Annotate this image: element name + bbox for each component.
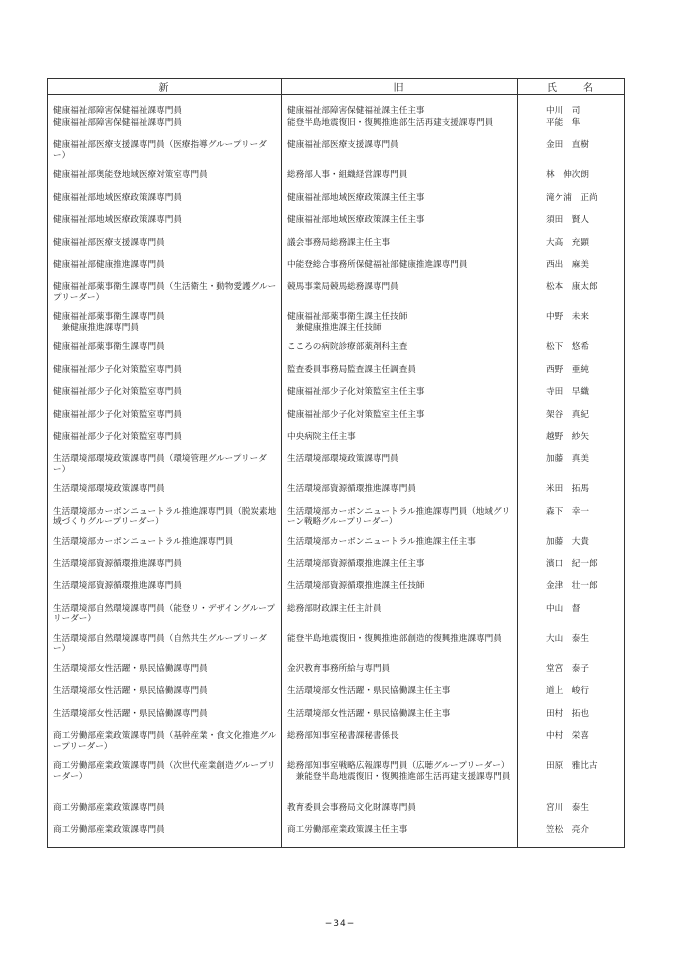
cell-name-text: 滝ケ浦 正尚 xyxy=(546,192,598,203)
cell-new-text: 生活環境部カーボンニュートラル推進課専門員（脱炭素地域づくりグループリーダー） xyxy=(53,506,277,528)
cell-new-text: 健康福祉部少子化対策監室専門員 xyxy=(53,431,182,442)
cell-old xyxy=(282,259,518,281)
cell-new-text: 生活環境部女性活躍・県民協働課専門員 xyxy=(53,686,208,697)
cell-new xyxy=(48,558,282,580)
cell-old-text: 能登半島地震復旧・復興推進部創造的復興推進課専門員 xyxy=(287,633,502,644)
cell-new xyxy=(48,685,282,707)
cell-name-text: 田原 雅比古 xyxy=(546,761,598,772)
table-row xyxy=(48,708,625,730)
table-row xyxy=(48,259,625,281)
cell-new xyxy=(48,139,282,169)
table-row xyxy=(48,685,625,707)
cell-new xyxy=(48,824,282,847)
cell-old-text: 健康福祉部地域医療政策課主任主事 xyxy=(287,215,425,226)
cell-name-text: 堂宮 泰子 xyxy=(546,663,589,674)
cell-new-text: 生活環境部自然環境課専門員（自然共生グループリーダー） xyxy=(53,633,267,655)
cell-name xyxy=(518,580,625,602)
cell-new-text: 健康福祉部奥能登地域医療対策室専門員 xyxy=(53,170,208,181)
cell-new xyxy=(48,730,282,760)
cell-name-text: 中野 未来 xyxy=(546,312,589,323)
table-row xyxy=(48,386,625,408)
cell-new xyxy=(48,259,282,281)
cell-name-text: 金田 直樹 xyxy=(546,140,589,151)
cell-name xyxy=(518,506,625,536)
cell-old xyxy=(282,169,518,191)
cell-new xyxy=(48,483,282,505)
cell-name-text: 濱口 紀一郎 xyxy=(546,559,598,570)
cell-new xyxy=(48,214,282,236)
cell-name-text: 西野 亜純 xyxy=(546,364,589,375)
cell-name xyxy=(518,483,625,505)
cell-new-text: 生活環境部資源循環推進課専門員 xyxy=(53,581,182,592)
cell-name xyxy=(518,311,625,341)
cell-new xyxy=(48,117,282,139)
cell-new-text: 商工労働部産業政策課専門員 xyxy=(53,825,165,836)
cell-old-text: 健康福祉部障害保健福祉課主任主事 xyxy=(287,106,425,116)
cell-old-text: 総務部財政課主任主計員 xyxy=(287,603,382,614)
table-row xyxy=(48,558,625,580)
cell-new-text: 商工労働部産業政策課専門員（次世代産業創造グループリーダー） xyxy=(53,761,276,782)
cell-name-text: 笠松 亮介 xyxy=(546,825,589,836)
cell-name xyxy=(518,760,625,802)
table-row xyxy=(48,364,625,386)
cell-old-text: 健康福祉部医療支援課専門員 xyxy=(287,140,399,151)
cell-name-text: 田村 拓也 xyxy=(546,708,589,719)
cell-name xyxy=(518,409,625,431)
table-row xyxy=(48,237,625,259)
cell-old xyxy=(282,386,518,408)
cell-new-text: 健康福祉部障害保健福祉課専門員 xyxy=(53,106,182,116)
cell-old xyxy=(282,730,518,760)
cell-name-text: 林 伸次朗 xyxy=(546,170,589,181)
cell-old xyxy=(282,603,518,633)
cell-name-text: 米田 拓馬 xyxy=(546,484,589,495)
cell-name-text: 宮川 泰生 xyxy=(546,803,589,814)
table-row xyxy=(48,824,625,847)
cell-name xyxy=(518,633,625,663)
cell-old xyxy=(282,364,518,386)
cell-old-text: 生活環境部資源循環推進課専門員 xyxy=(287,484,416,495)
cell-old xyxy=(282,760,518,802)
cell-old-text: 健康福祉部地域医療政策課主任主事 xyxy=(287,192,425,203)
cell-name-text: 加藤 真美 xyxy=(546,454,589,465)
cell-old xyxy=(282,483,518,505)
cell-name-text: 中山 督 xyxy=(546,603,581,614)
cell-new-text: 健康福祉部地域医療政策課専門員 xyxy=(53,215,182,226)
cell-new xyxy=(48,633,282,663)
cell-new xyxy=(48,341,282,363)
cell-name-text: 松下 悠希 xyxy=(546,342,589,353)
table-row xyxy=(48,506,625,536)
cell-old-text: 教育委員会事務局文化財課専門員 xyxy=(287,803,416,814)
cell-new xyxy=(48,311,282,341)
cell-name-text: 大高 充顕 xyxy=(546,237,589,248)
cell-old xyxy=(282,311,518,341)
table-row xyxy=(48,139,625,169)
cell-old-text: 生活環境部環境政策課専門員 xyxy=(287,454,399,465)
cell-new-text: 健康福祉部医療支援課専門員 xyxy=(53,237,165,248)
table-row xyxy=(48,214,625,236)
cell-old xyxy=(282,708,518,730)
cell-new-text: 健康福祉部薬事衛生課専門員 xyxy=(53,342,165,353)
cell-old-text: 競馬事業局競馬総務課専門員 xyxy=(287,282,399,293)
cell-name-text: 中村 栄喜 xyxy=(546,731,589,742)
cell-old xyxy=(282,192,518,214)
cell-new xyxy=(48,603,282,633)
page-number: −34− xyxy=(324,919,356,929)
cell-new-text: 商工労働部産業政策課専門員 xyxy=(53,803,165,814)
table-row xyxy=(48,311,625,341)
cell-name-text: 中川 司 xyxy=(546,106,581,116)
cell-old-text: 商工労働部産業政策課主任主事 xyxy=(287,825,408,836)
cell-old-text: 健康福祉部薬事衛生課主任技師 兼健康推進課主任技師 xyxy=(287,312,408,333)
cell-name-text: 森下 幸一 xyxy=(546,506,589,517)
header-name: 氏 名 xyxy=(518,79,625,95)
cell-old xyxy=(282,558,518,580)
cell-old xyxy=(282,139,518,169)
cell-old-text: 生活環境部資源循環推進課主任技師 xyxy=(287,581,425,592)
cell-name-text: 加藤 大貴 xyxy=(546,536,589,547)
cell-old-text: 総務部知事室秘書課秘書係長 xyxy=(287,731,399,742)
table-row xyxy=(48,580,625,602)
header-new: 新 xyxy=(48,79,282,95)
cell-new xyxy=(48,536,282,558)
cell-old xyxy=(282,409,518,431)
table-row xyxy=(48,453,625,483)
cell-new xyxy=(48,386,282,408)
cell-new-text: 生活環境部環境政策課専門員 xyxy=(53,484,165,495)
cell-name-text: 道上 峻行 xyxy=(546,686,589,697)
cell-name-text: 松本 康太郎 xyxy=(546,282,598,293)
table-row xyxy=(48,169,625,191)
cell-new xyxy=(48,708,282,730)
cell-new xyxy=(48,506,282,536)
cell-old xyxy=(282,431,518,453)
cell-old xyxy=(282,341,518,363)
cell-old-text: 総務部知事室戦略広報課専門員（広聴グループリーダー） 兼能登半島地震復旧・復興推進部生活再建支援課専門員 xyxy=(287,761,511,782)
cell-new-text: 商工労働部産業政策課専門員（基幹産業・食文化推進グループリーダー） xyxy=(53,731,277,752)
cell-new-text: 健康福祉部少子化対策監室専門員 xyxy=(53,387,182,398)
cell-old xyxy=(282,663,518,685)
cell-new-text: 健康福祉部健康推進課専門員 xyxy=(53,259,165,270)
table-row xyxy=(48,341,625,363)
cell-old xyxy=(282,633,518,663)
cell-old-text: 能登半島地震復旧・復興推進部生活再建支援課専門員 xyxy=(287,118,494,128)
cell-new xyxy=(48,431,282,453)
cell-old-text: 生活環境部カーボンニュートラル推進課専門員（地域グリーン戦略グループリーダー） xyxy=(287,506,511,528)
cell-old xyxy=(282,95,518,118)
table-row xyxy=(48,409,625,431)
cell-new-text: 健康福祉部障害保健福祉課専門員 xyxy=(53,118,182,128)
cell-name xyxy=(518,708,625,730)
cell-name-text: 平能 隼 xyxy=(546,118,581,128)
cell-old xyxy=(282,802,518,824)
cell-old xyxy=(282,824,518,847)
cell-new-text: 生活環境部女性活躍・県民協働課専門員 xyxy=(53,663,208,674)
cell-name-text: 金津 壮一郎 xyxy=(546,581,598,592)
cell-new xyxy=(48,802,282,824)
cell-new-text: 健康福祉部少子化対策監室専門員 xyxy=(53,364,182,375)
cell-name xyxy=(518,603,625,633)
cell-new-text: 生活環境部資源循環推進課専門員 xyxy=(53,559,182,570)
cell-old xyxy=(282,685,518,707)
table-row xyxy=(48,730,625,760)
table-row xyxy=(48,192,625,214)
cell-new xyxy=(48,364,282,386)
cell-new-text: 健康福祉部薬事衛生課専門員 兼健康推進課専門員 xyxy=(53,312,165,333)
table-row xyxy=(48,802,625,824)
cell-name xyxy=(518,431,625,453)
cell-old xyxy=(282,117,518,139)
table-row xyxy=(48,483,625,505)
cell-new xyxy=(48,580,282,602)
cell-name xyxy=(518,730,625,760)
table-row xyxy=(48,431,625,453)
cell-name-text: 寺田 早織 xyxy=(546,387,589,398)
cell-new-text: 健康福祉部地域医療政策課専門員 xyxy=(53,192,182,203)
table-row xyxy=(48,95,625,118)
cell-name xyxy=(518,386,625,408)
cell-name xyxy=(518,453,625,483)
cell-old-text: 中能登総合事務所保健福祉部健康推進課専門員 xyxy=(287,259,468,270)
cell-name xyxy=(518,169,625,191)
personnel-table xyxy=(47,78,625,848)
cell-old xyxy=(282,506,518,536)
cell-name-text: 越野 紗矢 xyxy=(546,431,589,442)
cell-new-text: 健康福祉部医療支援課専門員（医療指導グループリーダー） xyxy=(53,140,267,161)
cell-new xyxy=(48,95,282,118)
cell-name xyxy=(518,214,625,236)
table-row xyxy=(48,117,625,139)
cell-new-text: 健康福祉部少子化対策監室専門員 xyxy=(53,409,182,420)
cell-new xyxy=(48,760,282,802)
cell-name-text: 須田 賢人 xyxy=(546,215,589,226)
cell-name xyxy=(518,192,625,214)
header-old: 旧 xyxy=(282,79,518,95)
cell-old-text: こころの病院診療部薬剤科主査 xyxy=(287,342,408,353)
table-row xyxy=(48,536,625,558)
cell-new xyxy=(48,453,282,483)
cell-new xyxy=(48,237,282,259)
table-row xyxy=(48,633,625,663)
cell-name-text: 西出 麻美 xyxy=(546,259,589,270)
table-row xyxy=(48,663,625,685)
cell-old xyxy=(282,453,518,483)
cell-new-text: 健康福祉部薬事衛生課専門員（生活衛生・動物愛護グループリーダー） xyxy=(53,282,277,303)
cell-new xyxy=(48,169,282,191)
cell-old xyxy=(282,237,518,259)
cell-new-text: 生活環境部自然環境課専門員（能登リ・デザイングループリーダー） xyxy=(53,603,275,625)
table-row xyxy=(48,281,625,311)
cell-name-text: 大山 泰生 xyxy=(546,633,589,644)
cell-name xyxy=(518,364,625,386)
cell-name xyxy=(518,341,625,363)
cell-name xyxy=(518,95,625,118)
cell-old xyxy=(282,536,518,558)
cell-name xyxy=(518,117,625,139)
cell-name xyxy=(518,536,625,558)
cell-name xyxy=(518,237,625,259)
table-row xyxy=(48,603,625,633)
cell-old-text: 生活環境部資源循環推進課主任主事 xyxy=(287,559,425,570)
cell-name xyxy=(518,281,625,311)
cell-new xyxy=(48,409,282,431)
cell-new xyxy=(48,192,282,214)
cell-old-text: 生活環境部女性活躍・県民協働課主任主事 xyxy=(287,708,451,719)
cell-old-text: 金沢教育事務所給与専門員 xyxy=(287,663,391,674)
cell-old xyxy=(282,580,518,602)
cell-new-text: 生活環境部カーボンニュートラル推進課専門員 xyxy=(53,536,234,547)
cell-name xyxy=(518,802,625,824)
cell-name xyxy=(518,663,625,685)
cell-old-text: 健康福祉部少子化対策監室主任主事 xyxy=(287,409,425,420)
cell-name xyxy=(518,685,625,707)
cell-old-text: 健康福祉部少子化対策監室主任主事 xyxy=(287,387,425,398)
cell-new-text: 生活環境部女性活躍・県民協働課専門員 xyxy=(53,708,208,719)
table-row xyxy=(48,760,625,802)
cell-old-text: 議会事務局総務課主任主事 xyxy=(287,237,391,248)
cell-old xyxy=(282,214,518,236)
cell-old xyxy=(282,281,518,311)
cell-old-text: 生活環境部女性活躍・県民協働課主任主事 xyxy=(287,686,451,697)
cell-new xyxy=(48,663,282,685)
cell-old-text: 総務部人事・組織経営課専門員 xyxy=(287,170,408,181)
cell-new xyxy=(48,281,282,311)
cell-name xyxy=(518,139,625,169)
header-row xyxy=(48,79,625,95)
cell-name xyxy=(518,259,625,281)
cell-name-text: 架谷 真紀 xyxy=(546,409,589,420)
cell-old-text: 中央病院主任主事 xyxy=(287,431,356,442)
cell-name xyxy=(518,824,625,847)
cell-old-text: 監査委員事務局監査課主任調査員 xyxy=(287,364,416,375)
cell-old-text: 生活環境部カーボンニュートラル推進課主任主事 xyxy=(287,536,476,547)
cell-new-text: 生活環境部環境政策課専門員（環境管理グループリーダー） xyxy=(53,454,267,475)
cell-name xyxy=(518,558,625,580)
